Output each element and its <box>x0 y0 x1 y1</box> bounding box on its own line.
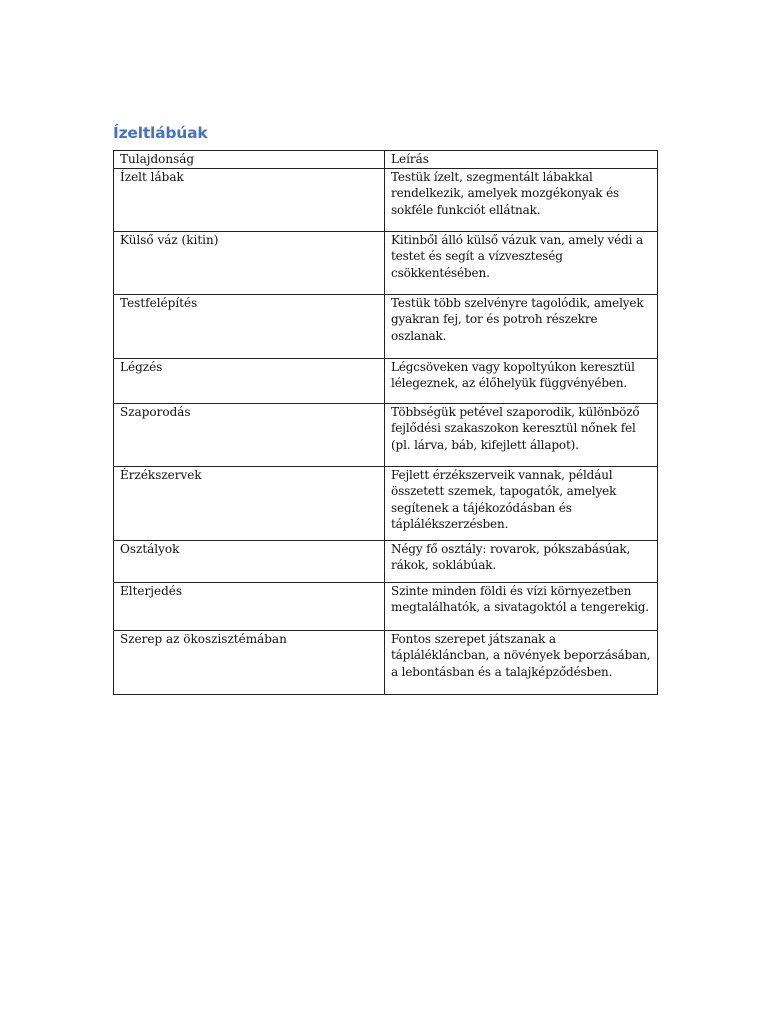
row-property: Érzékszervek <box>114 466 385 540</box>
row-property: Testfelépítés <box>114 294 385 358</box>
table-row <box>114 540 658 582</box>
row-description: Fejlett érzékszerveik vannak, például összetett szemek, tapogatók, amelyek segítenek a tájékozódásban és táplálékszerzésben. <box>385 466 658 540</box>
row-description: Testük több szelvényre tagolódik, amelyek gyakran fej, tor és potroh részekre oszlanak. <box>385 294 658 358</box>
row-property: Légzés <box>114 358 385 403</box>
row-description: Kitinből álló külső vázuk van, amely védi a testet és segít a vízveszteség csökkentésében. <box>385 231 658 294</box>
row-description: Négy fő osztály: rovarok, pókszabásúak, rákok, soklábúak. <box>385 540 658 582</box>
table-row <box>114 231 658 294</box>
row-property: Ízelt lábak <box>114 168 385 231</box>
row-property: Külső váz (kitin) <box>114 231 385 294</box>
table-row <box>114 630 658 694</box>
table-row <box>114 582 658 630</box>
row-property: Osztályok <box>114 540 385 582</box>
row-description: Testük ízelt, szegmentált lábakkal rendelkezik, amelyek mozgékonyak és sokféle funkciót ellátnak. <box>385 168 658 231</box>
row-property: Szerep az ökoszisztémában <box>114 630 385 694</box>
table-header-row <box>114 151 658 169</box>
row-property: Elterjedés <box>114 582 385 630</box>
header-property: Tulajdonság <box>114 151 385 169</box>
table-row <box>114 466 658 540</box>
header-description: Leírás <box>385 151 658 169</box>
table-row <box>114 168 658 231</box>
row-description: Szinte minden földi és vízi környezetben megtalálhatók, a sivatagoktól a tengerekig. <box>385 582 658 630</box>
document-title: Ízeltlábúak <box>113 124 208 142</box>
row-description: Többségük petével szaporodik, különböző fejlődési szakaszokon keresztül nőnek fel (pl. lárva, báb, kifejlett állapot). <box>385 403 658 466</box>
row-description: Fontos szerepet játszanak a táplálékláncban, a növények beporzásában, a lebontásban és a talajképződésben. <box>385 630 658 694</box>
row-property: Szaporodás <box>114 403 385 466</box>
table-row <box>114 403 658 466</box>
row-description: Légcsöveken vagy kopoltyúkon keresztül lélegeznek, az élőhelyük függvényében. <box>385 358 658 403</box>
properties-table <box>113 150 658 695</box>
table-row <box>114 358 658 403</box>
table-row <box>114 294 658 358</box>
